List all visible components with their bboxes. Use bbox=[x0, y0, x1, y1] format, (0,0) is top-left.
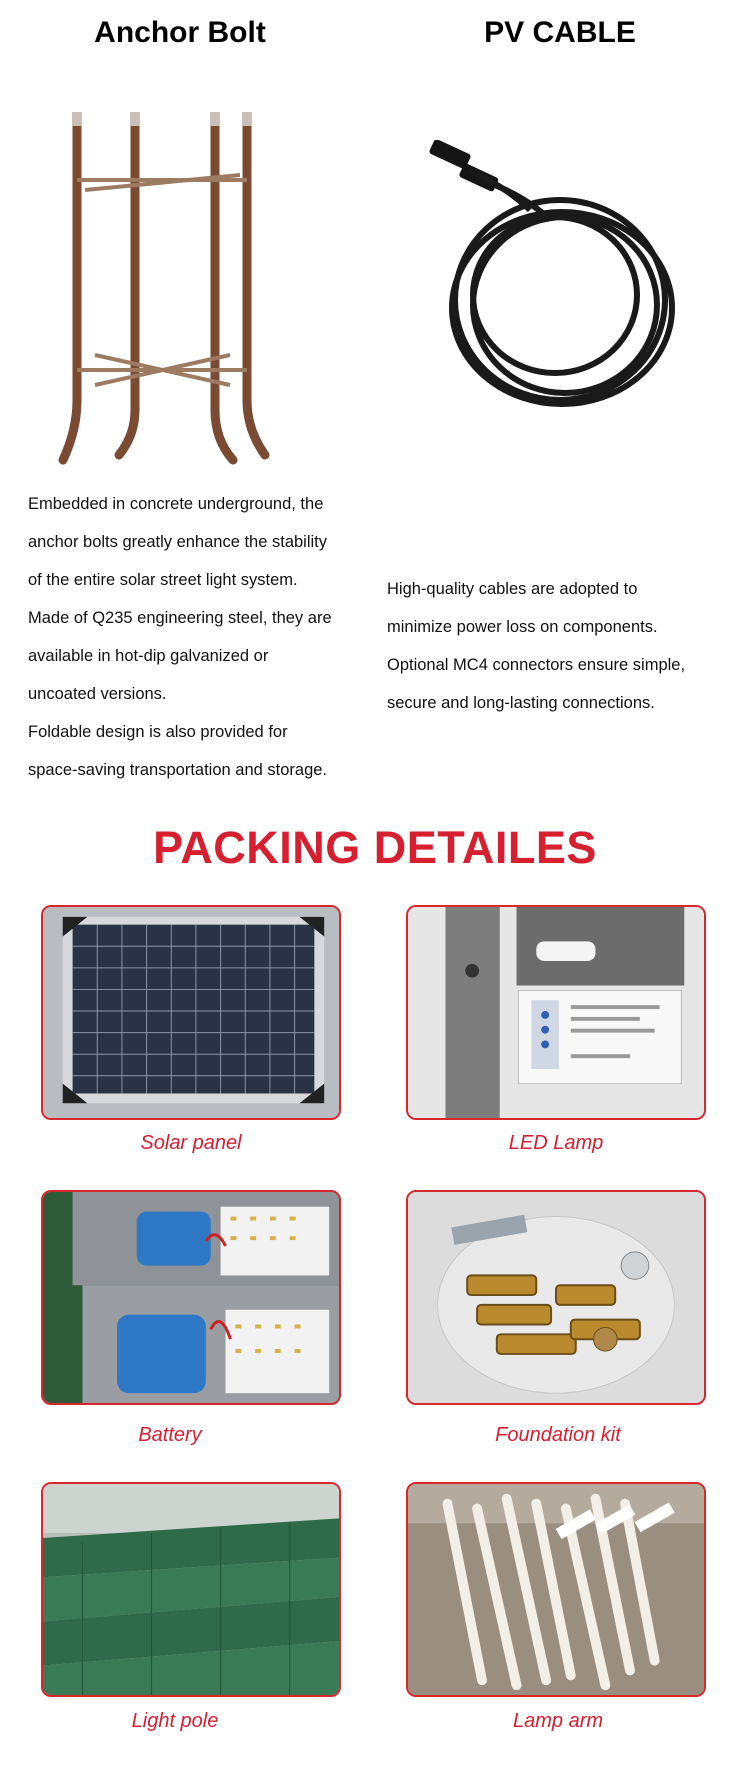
pv-cable-image bbox=[420, 140, 680, 430]
anchor-bolt-title: Anchor Bolt bbox=[94, 16, 266, 49]
anchor-desc-line: Made of Q235 engineering steel, they are bbox=[28, 609, 332, 627]
battery-photo bbox=[41, 1190, 341, 1405]
cable-desc-line: secure and long-lasting connections. bbox=[387, 694, 655, 712]
anchor-desc-line: Foldable design is also provided for bbox=[28, 723, 288, 741]
anchor-desc-line: Embedded in concrete underground, the bbox=[28, 495, 324, 513]
anchor-desc-line: uncoated versions. bbox=[28, 685, 167, 703]
foundation-kit-photo bbox=[406, 1190, 706, 1405]
caption-foundation-kit: Foundation kit bbox=[495, 1424, 621, 1446]
anchor-desc-line: available in hot-dip galvanized or bbox=[28, 647, 269, 665]
caption-led-lamp: LED Lamp bbox=[508, 1132, 604, 1154]
solar-panel-photo bbox=[41, 905, 341, 1120]
cable-desc-line: minimize power loss on components. bbox=[387, 618, 658, 636]
caption-solar-panel: Solar panel bbox=[140, 1132, 242, 1154]
caption-lamp-arm: Lamp arm bbox=[512, 1710, 604, 1732]
caption-light-pole: Light pole bbox=[131, 1710, 219, 1732]
led-lamp-photo bbox=[406, 905, 706, 1120]
pv-cable-title: PV CABLE bbox=[484, 16, 636, 49]
anchor-desc-line: space-saving transportation and storage. bbox=[28, 761, 328, 779]
cable-desc-line: Optional MC4 connectors ensure simple, bbox=[387, 656, 686, 674]
caption-battery: Battery bbox=[138, 1424, 202, 1446]
anchor-desc-line: anchor bolts greatly enhance the stability bbox=[28, 533, 328, 551]
cable-desc-line: High-quality cables are adopted to bbox=[387, 580, 638, 598]
anchor-bolt-description bbox=[28, 485, 358, 789]
light-pole-photo bbox=[41, 1482, 341, 1697]
anchor-bolt-image bbox=[55, 110, 275, 490]
pv-cable-description bbox=[387, 570, 727, 722]
packing-details-title: PACKING DETAILES bbox=[153, 822, 597, 873]
lamp-arm-photo bbox=[406, 1482, 706, 1697]
anchor-desc-line: of the entire solar street light system. bbox=[28, 571, 298, 589]
